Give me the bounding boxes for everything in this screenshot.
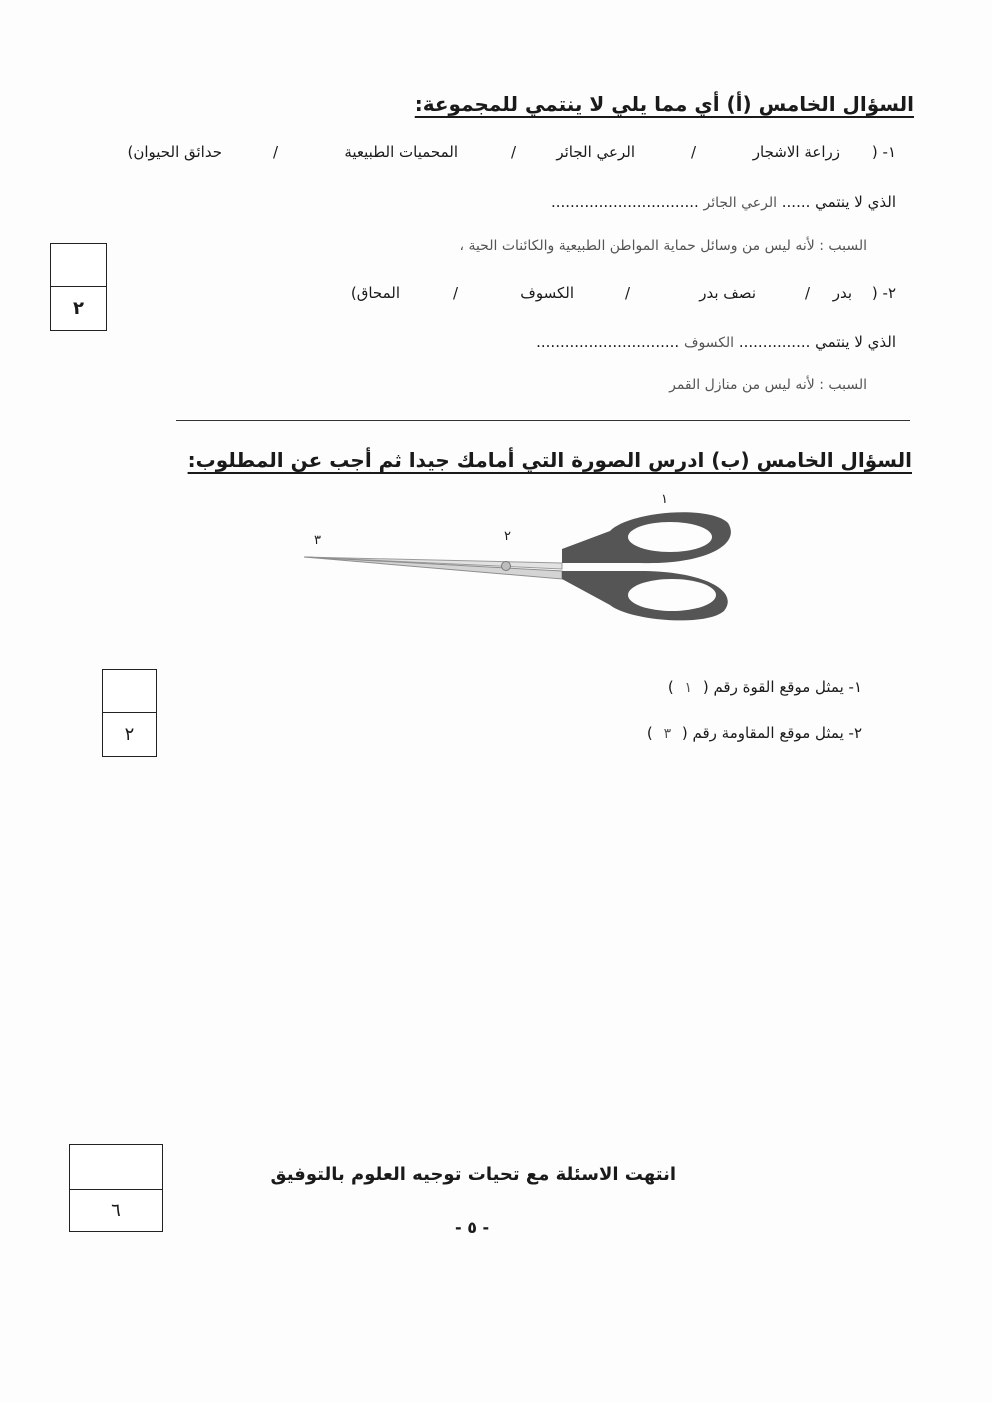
q1-separator-1: / <box>690 143 696 161</box>
b-q1-text: ١- يمثل موقع القوة رقم ( <box>702 678 862 696</box>
score-blank-cell <box>51 244 106 287</box>
b-q2-text: ٢- يمثل موقع المقاومة رقم ( <box>681 724 862 742</box>
page-number: - ٥ - <box>455 1218 490 1237</box>
section-a-score-box <box>50 243 107 331</box>
scissors-pivot <box>502 562 511 571</box>
q1-answer-dots: ............................... <box>550 193 699 211</box>
q2-number: ٢- ( <box>871 284 896 302</box>
closing-text: انتهت الاسئلة مع تحيات توجيه العلوم بالتوفيق <box>270 1164 676 1185</box>
b-q1-close: ) <box>667 678 674 696</box>
q1-option-2: الرعي الجائر <box>556 143 635 161</box>
b-q2-close: ) <box>646 724 653 742</box>
q2-answer-prefix: الذي لا ينتمي ............... <box>738 333 896 351</box>
q2-option-2: نصف بدر <box>699 284 756 302</box>
q1-separator-3: / <box>272 143 278 161</box>
q2-option-4: المحاق) <box>350 284 400 302</box>
q1-answer-prefix: الذي لا ينتمي ...... <box>781 193 896 211</box>
scissors-handle-upper-hole <box>628 522 712 552</box>
score-blank-cell <box>70 1145 162 1190</box>
b-q1-answer: ١ <box>684 680 693 696</box>
scissors-handle-lower-hole <box>628 579 716 611</box>
q2-separator-2: / <box>624 284 630 302</box>
q1-number: ١- ( <box>871 143 896 161</box>
score-blank-cell <box>103 670 156 713</box>
q1-option-4: حدائق الحيوان) <box>127 143 222 161</box>
scissors-image <box>300 505 740 625</box>
q2-option-1: بدر <box>832 284 852 302</box>
b-q2-answer: ٣ <box>663 726 672 742</box>
b-q1-line <box>668 678 862 696</box>
b-q2-line <box>647 724 862 742</box>
picture-label-2: ٢ <box>504 529 511 544</box>
q2-option-3: الكسوف <box>520 284 574 302</box>
q2-answer-line <box>536 333 896 351</box>
picture-label-1: ١ <box>661 492 668 507</box>
section-a-score: ٢ <box>73 297 84 319</box>
q1-answer-value: الرعي الجائر <box>703 195 777 211</box>
q2-reason: السبب : لأنه ليس من منازل القمر <box>669 377 867 393</box>
q1-option-1: زراعة الاشجار <box>752 143 840 161</box>
q1-reason: السبب : لأنه ليس من وسائل حماية المواطن الطبيعية والكائنات الحية ، <box>459 238 867 254</box>
section-divider <box>176 420 910 421</box>
section-a-heading: السؤال الخامس (أ) أي مما يلي لا ينتمي للمجموعة: <box>414 92 914 116</box>
q2-answer-dots: .............................. <box>536 333 680 351</box>
q1-separator-2: / <box>510 143 516 161</box>
q2-separator-1: / <box>804 284 810 302</box>
section-b-score: ٢ <box>124 723 135 745</box>
total-score: ٦ <box>111 1199 121 1221</box>
total-score-box <box>69 1144 163 1232</box>
q1-option-3: المحميات الطبيعية <box>344 143 458 161</box>
picture-label-3: ٣ <box>314 533 321 548</box>
q1-answer-line <box>551 193 896 211</box>
section-b-score-box <box>102 669 157 757</box>
q2-separator-3: / <box>452 284 458 302</box>
q2-answer-value: الكسوف <box>683 335 735 351</box>
section-b-heading: السؤال الخامس (ب) ادرس الصورة التي أمامك جيدا ثم أجب عن المطلوب: <box>187 448 912 472</box>
